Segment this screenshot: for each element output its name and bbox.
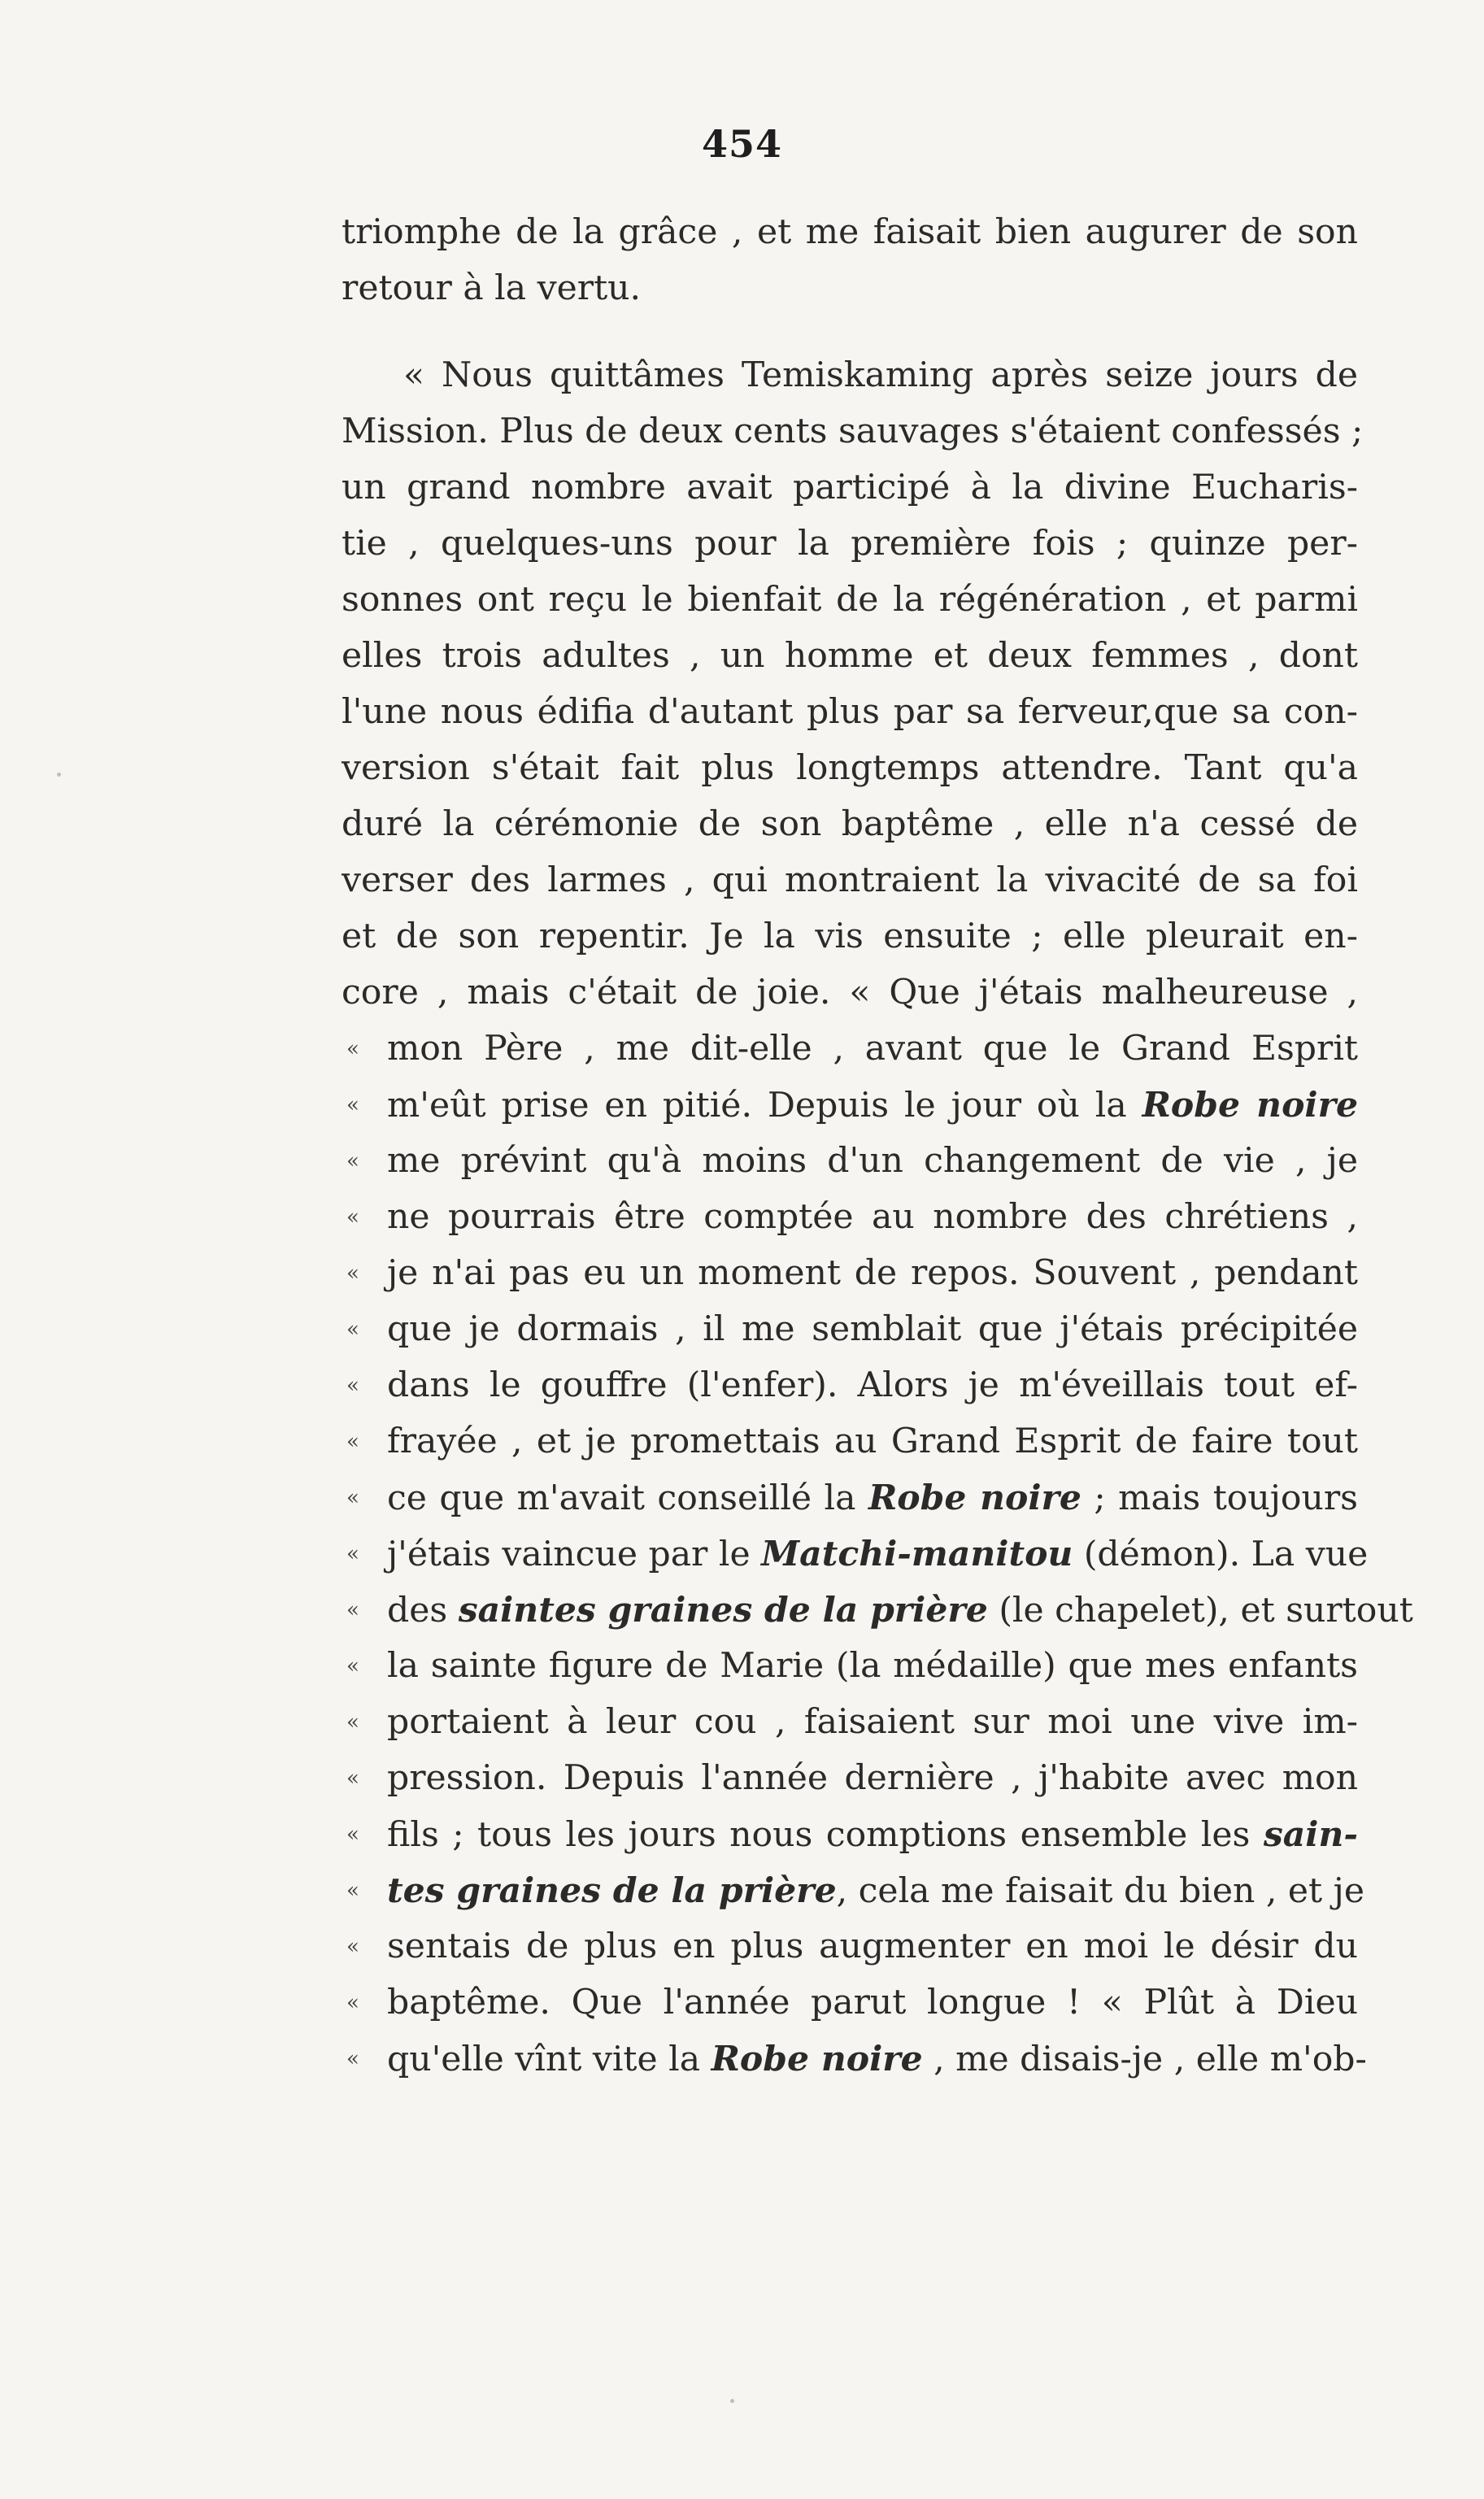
text-line (403, 355, 1358, 395)
text-line (342, 748, 1358, 788)
quote-mark: « (346, 1879, 359, 1903)
text-segment: triomphe de la grâce , et me faisait bien augurer de son (342, 212, 1358, 252)
text-line (346, 1197, 1358, 1237)
quote-mark: « (346, 1822, 359, 1847)
text-line (346, 1758, 1358, 1798)
quote-mark: « (346, 1037, 359, 1061)
text-line (342, 804, 1358, 844)
text-segment: que je dormais , il me semblait que j'étais précipitée (387, 1309, 1358, 1349)
quote-mark: « (346, 1317, 359, 1342)
text-segment: version s'était fait plus longtemps attendre. Tant qu'a (342, 748, 1358, 788)
text-segment: ne pourrais être comptée au nombre des chrétiens , (387, 1197, 1358, 1237)
paper-speck (57, 773, 61, 777)
text-line (342, 468, 1358, 507)
text-line (342, 268, 1358, 308)
quote-mark: « (346, 1149, 359, 1173)
text-segment: la sainte figure de Marie (la médaille) que mes enfants (387, 1646, 1358, 1686)
text-line (346, 1421, 1358, 1461)
text-segment: et de son repentir. Je la vis ensuite ; elle pleurait en- (342, 916, 1358, 956)
italic-phrase: sain- (1263, 1814, 1358, 1855)
text-segment: fils ; tous les jours nous comptions ensemble les (387, 1815, 1264, 1855)
text-line (342, 860, 1358, 900)
quote-mark: « (346, 1486, 359, 1510)
text-segment: m'eût prise en pitié. Depuis le jour où la (387, 1086, 1142, 1125)
text-line (346, 1141, 1358, 1181)
text-line (342, 411, 1364, 451)
quote-mark: « (346, 2047, 359, 2071)
text-line (346, 2039, 1367, 2079)
text-segment: l'une nous édifia d'autant plus par sa ferveur,que sa con- (342, 692, 1358, 732)
text-line (346, 1085, 1358, 1125)
text-segment: elles trois adultes , un homme et deux femmes , dont (342, 636, 1358, 676)
quote-mark: « (346, 1542, 359, 1566)
text-line (346, 1478, 1358, 1518)
italic-phrase: Matchi-manitou (761, 1534, 1073, 1574)
text-line (346, 1870, 1364, 1911)
quote-mark: « (346, 1430, 359, 1454)
quote-mark: « (346, 1654, 359, 1678)
text-segment: pression. Depuis l'année dernière , j'habite avec mon (387, 1758, 1358, 1798)
text-line (346, 1983, 1358, 2022)
text-line (346, 1253, 1358, 1293)
text-segment: qu'elle vînt vite la (387, 2040, 712, 2079)
text-line (346, 1309, 1358, 1349)
text-segment: , cela me faisait du bien , et je (836, 1871, 1364, 1911)
text-segment: ; mais toujours (1081, 1478, 1358, 1518)
text-segment: (le chapelet), et surtout (987, 1591, 1413, 1630)
text-segment: mon Père , me dit-elle , avant que le Grand Esprit (387, 1029, 1358, 1069)
text-line (346, 1029, 1358, 1069)
text-segment: ce que m'avait conseillé la (387, 1478, 868, 1518)
text-segment: sonnes ont reçu le bienfait de la régénération , et parmi (342, 580, 1358, 620)
italic-phrase: saintes graines de la prière (458, 1590, 988, 1630)
text-segment: baptême. Que l'année parut longue ! « Plût à Dieu (387, 1983, 1358, 2022)
quote-mark: « (346, 1766, 359, 1791)
text-line (342, 580, 1358, 620)
text-segment: core , mais c'était de joie. « Que j'étais malheureuse , (342, 973, 1358, 1012)
text-line (342, 692, 1358, 732)
text-segment: (démon). La vue (1073, 1535, 1369, 1574)
quote-mark: « (346, 1261, 359, 1286)
text-line (346, 1646, 1358, 1686)
text-segment: des (387, 1591, 459, 1630)
quote-mark: « (346, 1205, 359, 1230)
text-segment: dans le gouffre (l'enfer). Alors je m'éveillais tout ef- (387, 1365, 1358, 1405)
text-segment: , me disais-je , elle m'ob- (922, 2040, 1367, 2079)
text-line (346, 1702, 1358, 1742)
quote-mark: « (346, 1598, 359, 1622)
text-segment: me prévint qu'à moins d'un changement de vie , je (387, 1141, 1358, 1181)
text-line (346, 1590, 1413, 1630)
italic-phrase: Robe noire (1142, 1085, 1358, 1125)
text-segment: je n'ai pas eu un moment de repos. Souvent , pendant (387, 1253, 1358, 1293)
quote-mark: « (346, 1935, 359, 1959)
text-line (342, 636, 1358, 676)
text-segment: tie , quelques-uns pour la première fois ; quinze per- (342, 524, 1358, 564)
text-segment: Mission. Plus de deux cents sauvages s'étaient confessés ; (342, 411, 1364, 451)
text-segment: « Nous quittâmes Temiskaming après seize jours de (403, 355, 1358, 395)
text-segment: verser des larmes , qui montraient la vivacité de sa foi (342, 860, 1358, 900)
text-segment: retour à la vertu. (342, 268, 642, 308)
italic-phrase: Robe noire (868, 1478, 1081, 1518)
quote-mark: « (346, 1374, 359, 1398)
quote-mark: « (346, 1991, 359, 2015)
page-number: 454 (701, 122, 783, 166)
italic-phrase: tes graines de la prière (387, 1870, 837, 1911)
text-segment: frayée , et je promettais au Grand Esprit de faire tout (387, 1421, 1358, 1461)
text-line (346, 1814, 1358, 1855)
text-segment: portaient à leur cou , faisaient sur moi une vive im- (387, 1702, 1358, 1742)
text-segment: sentais de plus en plus augmenter en moi le désir du (387, 1926, 1358, 1966)
text-line (342, 212, 1358, 252)
text-line (346, 1534, 1369, 1574)
text-segment: duré la cérémonie de son baptême , elle n'a cessé de (342, 804, 1358, 844)
text-line (342, 916, 1358, 956)
quote-mark: « (346, 1710, 359, 1735)
quote-mark: « (346, 1093, 359, 1117)
paper-speck (730, 2399, 734, 2403)
text-line (342, 524, 1358, 564)
italic-phrase: Robe noire (711, 2039, 923, 2079)
text-line (342, 973, 1358, 1012)
text-segment: un grand nombre avait participé à la divine Eucharis- (342, 468, 1358, 507)
text-line (346, 1365, 1358, 1405)
text-segment: j'étais vaincue par le (387, 1535, 762, 1574)
text-line (346, 1926, 1358, 1966)
